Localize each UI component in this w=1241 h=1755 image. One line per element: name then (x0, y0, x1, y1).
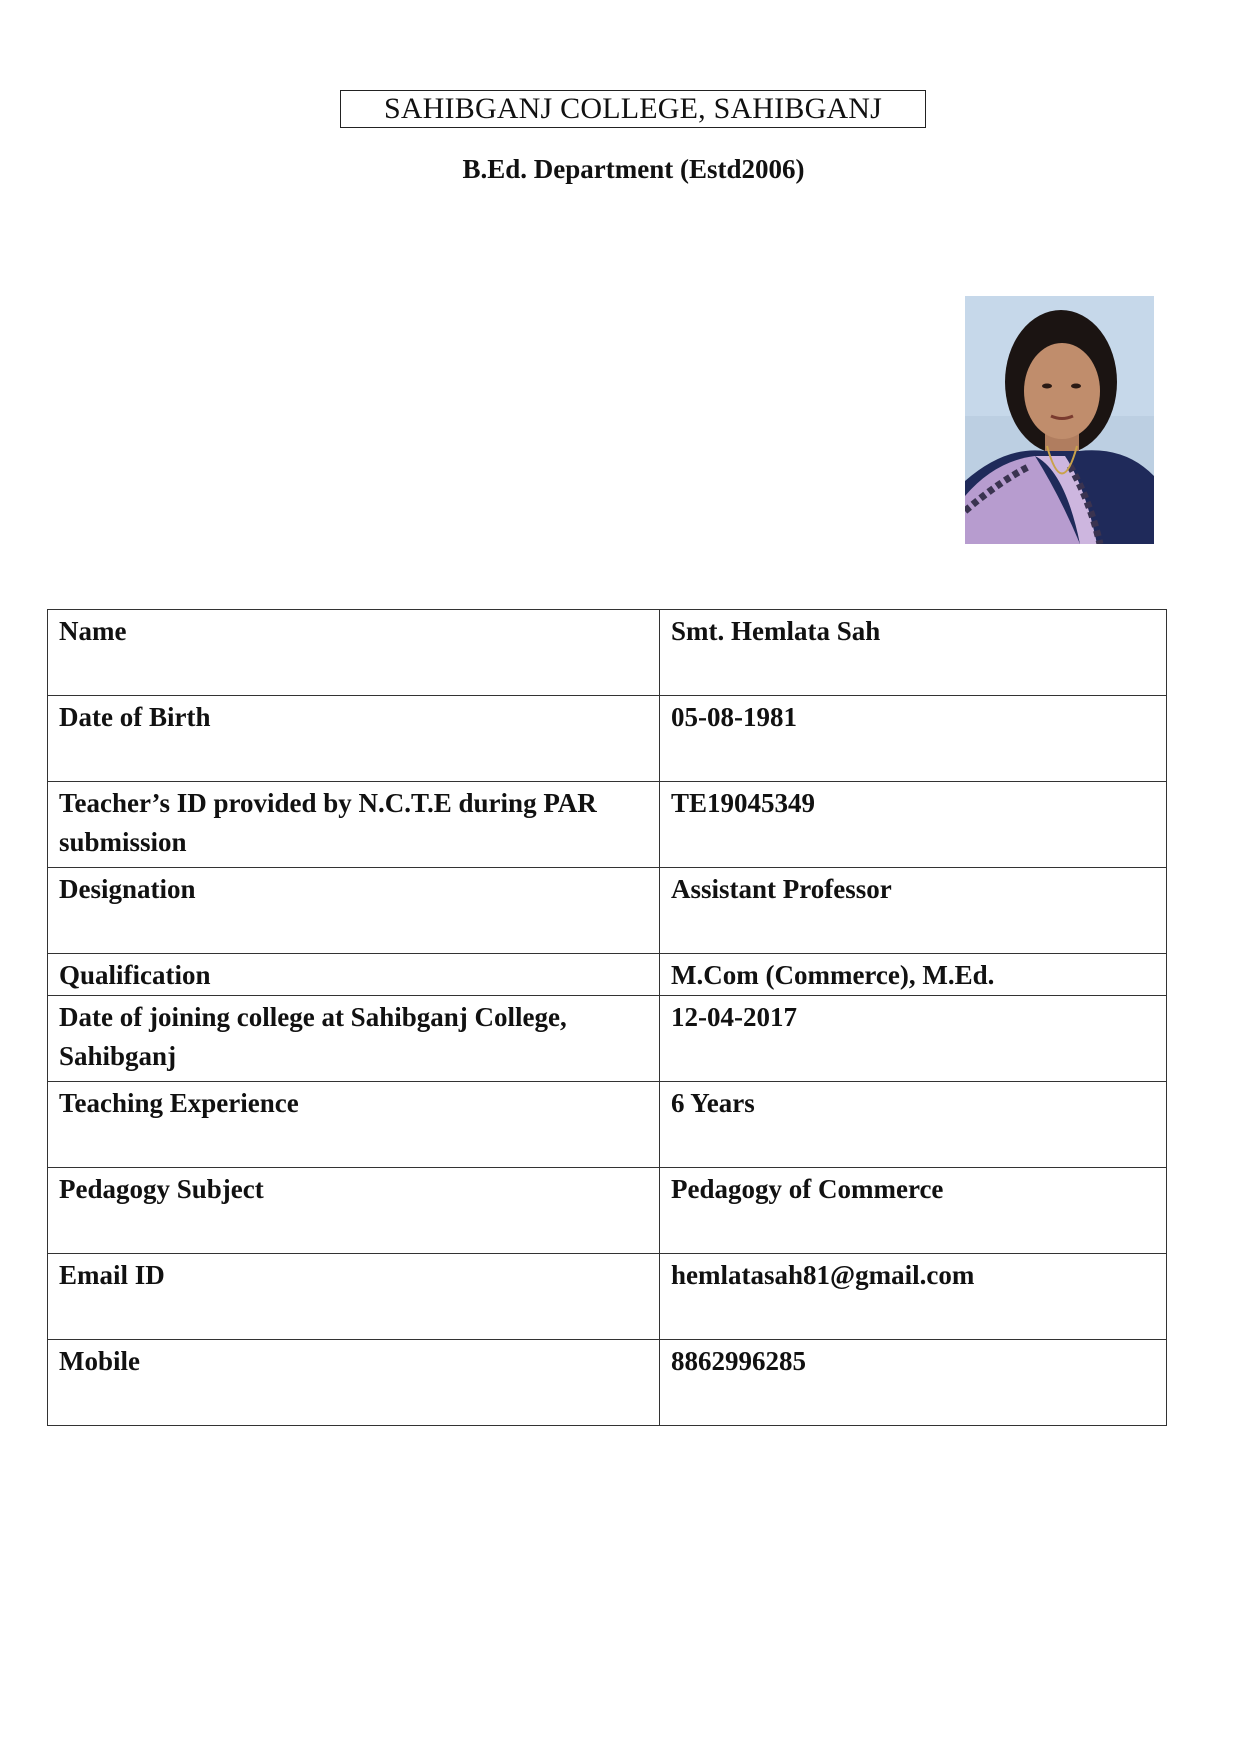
row-value: 8862996285 (660, 1340, 1167, 1426)
table-row (48, 1082, 1167, 1168)
row-value: 05-08-1981 (660, 696, 1167, 782)
table-row (48, 782, 1167, 868)
row-value: Assistant Professor (660, 868, 1167, 954)
row-label: Email ID (48, 1254, 660, 1340)
row-label: Designation (48, 868, 660, 954)
college-title: SAHIBGANJ COLLEGE, SAHIBGANJ (340, 90, 926, 128)
row-value: Smt. Hemlata Sah (660, 610, 1167, 696)
row-value: Pedagogy of Commerce (660, 1168, 1167, 1254)
table-row (48, 610, 1167, 696)
row-label: Mobile (48, 1340, 660, 1426)
row-label: Date of Birth (48, 696, 660, 782)
row-label: Teaching Experience (48, 1082, 660, 1168)
table-row (48, 954, 1167, 996)
department-title: B.Ed. Department (Estd2006) (462, 154, 805, 184)
row-value: hemlatasah81@gmail.com (660, 1254, 1167, 1340)
row-label: Qualification (48, 954, 660, 996)
table-row (48, 696, 1167, 782)
table-row (48, 1340, 1167, 1426)
profile-table (47, 609, 1167, 1426)
table-row (48, 868, 1167, 954)
row-label: Date of joining college at Sahibganj College, Sahibganj (48, 996, 660, 1082)
row-label: Teacher’s ID provided by N.C.T.E during PAR submission (48, 782, 660, 868)
row-value: 6 Years (660, 1082, 1167, 1168)
profile-photo (965, 296, 1154, 544)
row-value: M.Com (Commerce), M.Ed. (660, 954, 1167, 996)
table-row (48, 1254, 1167, 1340)
row-label: Name (48, 610, 660, 696)
row-value: TE19045349 (660, 782, 1167, 868)
table-row (48, 1168, 1167, 1254)
portrait-illustration (965, 296, 1154, 544)
row-label: Pedagogy Subject (48, 1168, 660, 1254)
table-row (48, 996, 1167, 1082)
row-value: 12-04-2017 (660, 996, 1167, 1082)
